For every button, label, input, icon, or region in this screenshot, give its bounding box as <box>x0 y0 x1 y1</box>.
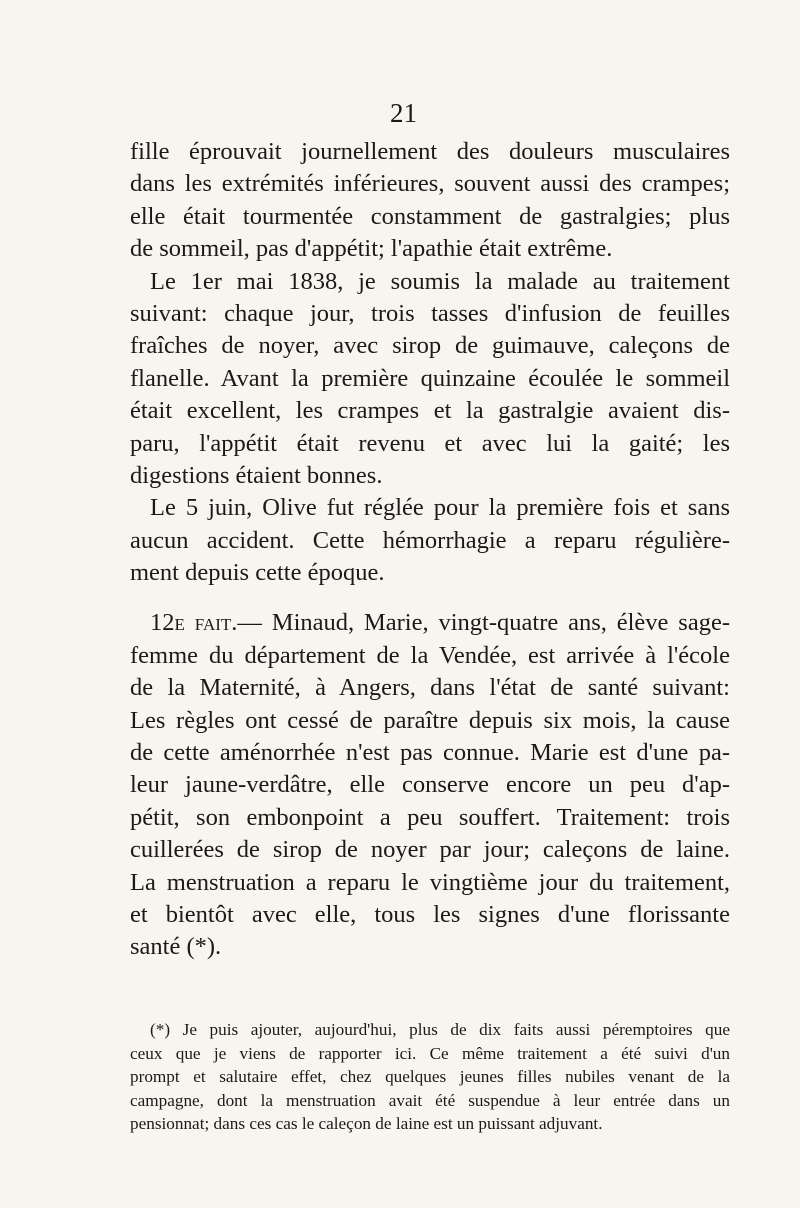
text-line: ment depuis cette époque. <box>130 559 385 587</box>
text-line: santé (*). <box>130 933 222 961</box>
text-line <box>130 607 730 639</box>
text-line: cuillerées de sirop de noyer par jour; caleçons de laine. <box>130 836 730 864</box>
main-text <box>130 136 730 964</box>
text-line: était excellent, les crampes et la gastralgie avaient dis- <box>130 397 730 425</box>
text-line: Le 5 juin, Olive fut réglée pour la première fois et sans <box>150 494 730 522</box>
text-line: leur jaune-verdâtre, elle conserve encore un peu d'ap- <box>130 771 730 799</box>
footnote <box>130 1018 730 1136</box>
text-line: flanelle. Avant la première quinzaine écoulée le sommeil <box>130 364 730 392</box>
text-line: dans les extrémités inférieures, souvent aussi des crampes; <box>130 170 730 198</box>
text-line: aucun accident. Cette hémorrhagie a reparu régulière- <box>130 526 730 554</box>
text-line: de cette aménorrhée n'est pas connue. Marie est d'une pa- <box>130 739 730 767</box>
text-line: de sommeil, pas d'appétit; l'apathie était extrême. <box>130 235 613 263</box>
paragraph-2 <box>130 266 730 493</box>
text-line-rest: — Minaud, Marie, vingt-quatre ans, élève sage- <box>237 609 730 637</box>
paragraph-3 <box>130 492 730 589</box>
text-line: de la Maternité, à Angers, dans l'état de santé suivant: <box>130 674 730 702</box>
case-heading: 12e fait. <box>150 609 238 637</box>
text-line: femme du département de la Vendée, est arrivée à l'école <box>130 641 730 669</box>
text-line: pétit, son embonpoint a peu souffert. Traitement: trois <box>130 803 730 831</box>
text-line: fraîches de noyer, avec sirop de guimauve, caleçons de <box>130 332 730 360</box>
paragraph-1 <box>130 136 730 266</box>
footnote-line: prompt et salutaire effet, chez quelques jeunes filles nubiles venant de la <box>130 1067 730 1086</box>
text-line: digestions étaient bonnes. <box>130 461 383 489</box>
text-line: elle était tourmentée constamment de gastralgies; plus <box>130 202 730 230</box>
text-line: et bientôt avec elle, tous les signes d'une florissante <box>130 900 730 928</box>
text-line: Le 1er mai 1838, je soumis la malade au traitement <box>150 267 730 295</box>
footnote-line: campagne, dont la menstruation avait été suspendue à leur entrée dans un <box>130 1090 730 1110</box>
text-line: La menstruation a reparu le vingtième jour du traitement, <box>130 868 730 896</box>
footnote-line: (*) Je puis ajouter, aujourd'hui, plus de dix faits aussi péremptoires que <box>150 1020 730 1039</box>
text-line: fille éprouvait journellement des douleurs musculaires <box>130 138 730 165</box>
page-number: 21 <box>390 98 417 128</box>
text-line: suivant: chaque jour, trois tasses d'infusion de feuilles <box>130 299 730 327</box>
paragraph-4 <box>130 607 730 963</box>
footnote-line: pensionnat; dans ces cas le caleçon de laine est un puissant adjuvant. <box>130 1114 603 1133</box>
text-line: Les règles ont cessé de paraître depuis six mois, la cause <box>130 706 730 734</box>
footnote-line: ceux que je viens de rapporter ici. Ce même traitement a été suivi d'un <box>130 1043 730 1063</box>
text-line: paru, l'appétit était revenu et avec lui la gaité; les <box>130 429 730 457</box>
